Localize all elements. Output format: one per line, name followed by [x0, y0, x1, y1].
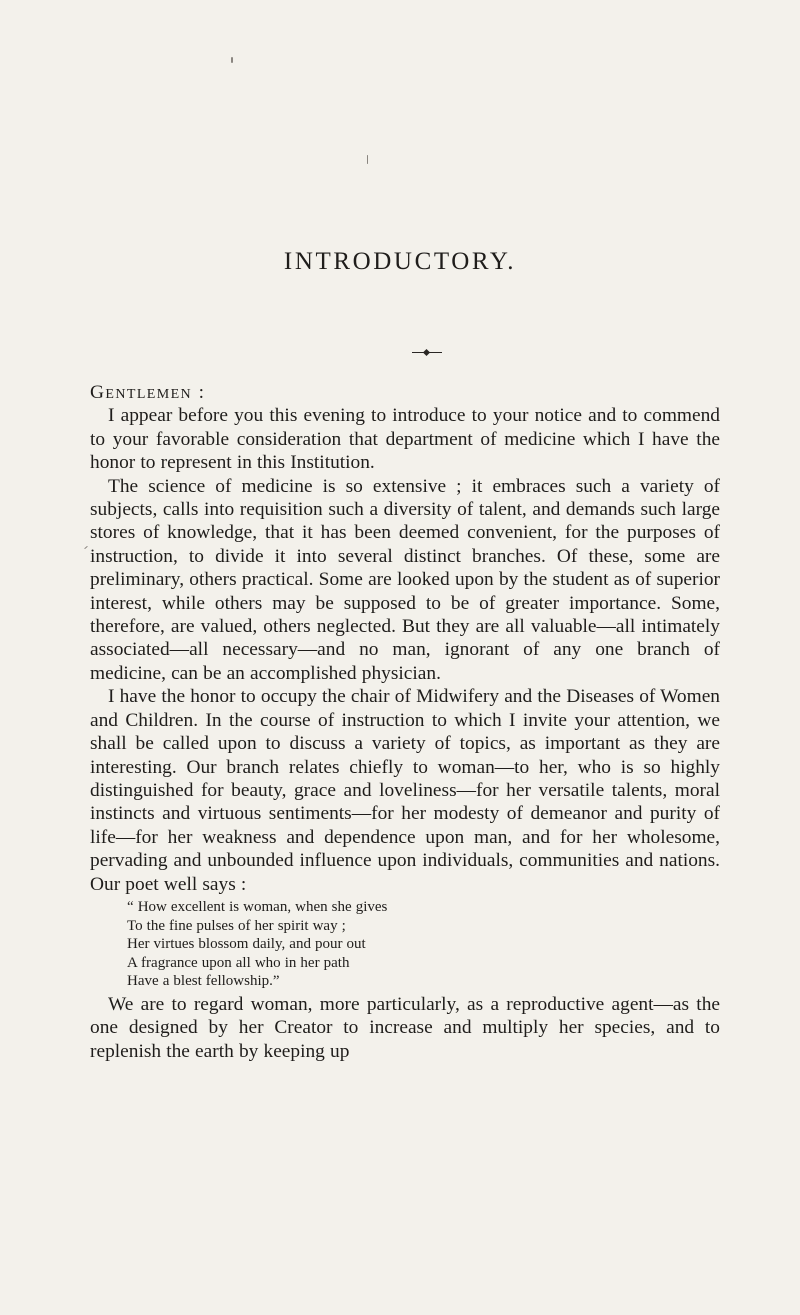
- title-ornament: [412, 349, 442, 357]
- print-speck: [231, 57, 233, 63]
- paragraph: I appear before you this evening to introduce to your notice and to commend to your favorable consideration that department of medicine which I have the honor to represent in this Institution.: [90, 405, 720, 474]
- paragraph: I have the honor to occupy the chair of Midwifery and the Diseases of Women and Children. In the course of instruction to which I invite your attention, we shall be called upon to discuss a variety of topics, as important as they are interesting. Our branch relates chiefly to woman—to her, who is so highly distinguished for beauty, grace and loveliness—for her versatile talents, moral instincts and virtuous sentiments—for her modesty of demeanor and purity of life—for her weakness and dependence upon man, and for her wholesome, pervading and unbounded influence upon individuals, communities and nations. Our poet well says :: [90, 686, 720, 895]
- salutation: Gentlemen :: [90, 382, 206, 403]
- quoted-poem: [127, 896, 720, 992]
- paragraph: The science of medicine is so extensive ; it embraces such a variety of subjects, calls into requisition such a diversity of talent, and demands such large stores of knowledge, that it has been deemed convenient, for the purposes of instruction, to divide it into several distinct branches. Of these, some are preliminary, others practical. Some are looked upon by the student as of superior interest, while others may be supposed to be of greater importance. Some, therefore, are valued, others neglected. But they are all valuable—all intimately associated—all necessary—and no man, ignorant of any one branch of medicine, can be an accomplished physician.: [90, 475, 720, 684]
- poem-line: To the fine pulses of her spirit way ;: [127, 917, 346, 934]
- poem-line: “ How excellent is woman, when she gives: [127, 898, 388, 915]
- poem-line: Her virtues blossom daily, and pour out: [127, 936, 366, 953]
- chapter-title: INTRODUCTORY.: [283, 248, 517, 275]
- print-speck: [367, 155, 368, 164]
- paragraph: We are to regard woman, more particularly, as a reproductive agent—as the one designed by her Creator to increase and multiply her species, and to replenish the earth by keeping up: [90, 993, 720, 1062]
- print-speck: [84, 546, 88, 549]
- poem-line: A fragrance upon all who in her path: [127, 954, 350, 971]
- poem-line: Have a blest fellowship.”: [127, 973, 280, 990]
- page-body: [90, 381, 720, 1063]
